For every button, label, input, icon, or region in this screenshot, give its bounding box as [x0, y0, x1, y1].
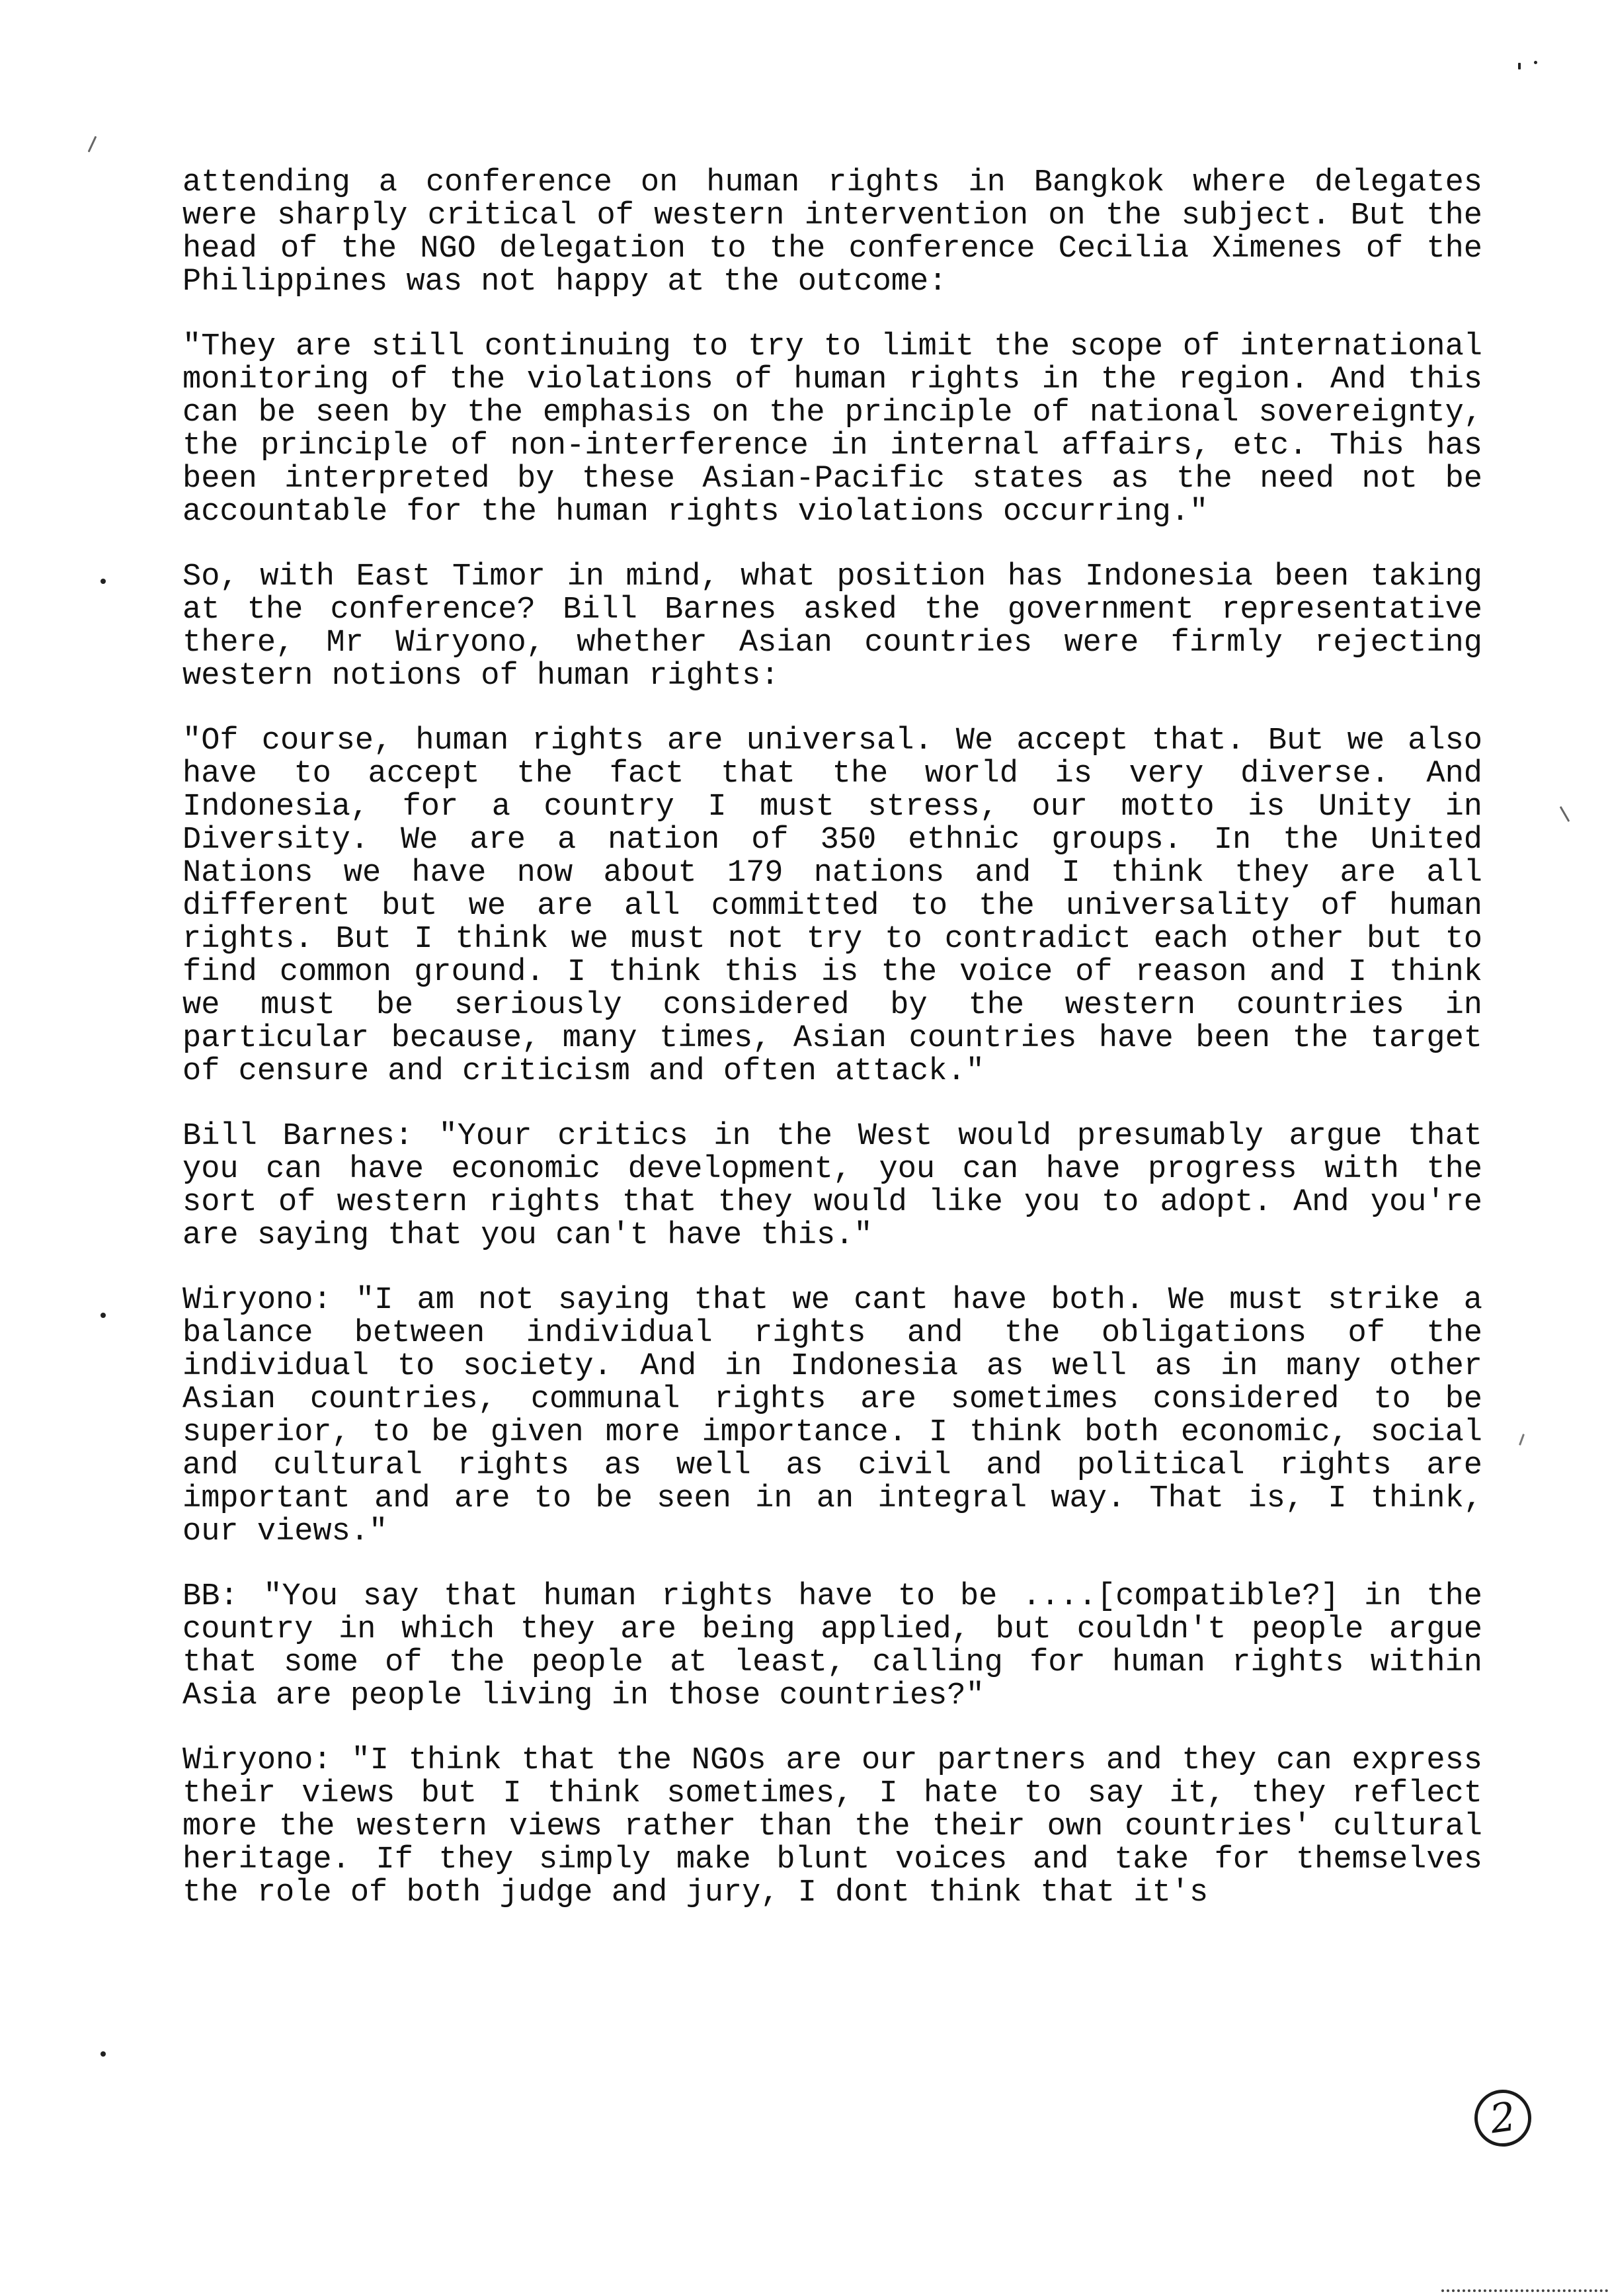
paragraph-ximenes-quote: "They are still continuing to try to limit the scope of international monitoring of the violations of human rights in the region. And this can be seen by the emphasis on the principle of national sovereignty, the principle of non-interference in internal affairs, etc. This has been interpreted by these Asian-Pacific states as the need not be accountable for the human rights violations occurring.": [182, 329, 1482, 530]
paragraph-intro: attending a conference on human rights in Bangkok where delegates were sharply critical of western intervention on the subject. But the head of the NGO delegation to the conference Cecilia Ximenes of the Philippines was not happy at the outcome:: [182, 165, 1482, 300]
margin-speck: [100, 579, 106, 584]
paragraph-east-timor-question: So, with East Timor in mind, what position has Indonesia been taking at the conference? Bill Barnes asked the government representative there, Mr Wiryono, whether Asian countries were firmly rejecting western notions of human rights:: [182, 559, 1482, 694]
margin-speck: [1519, 1434, 1525, 1446]
paragraph-bill-barnes-question: Bill Barnes: "Your critics in the West would presumably argue that you can have economic development, you can have progress with the sort of western rights that they would like you to adopt. And you're are saying that you can't have this.": [182, 1119, 1482, 1253]
document-body: [182, 167, 1482, 1942]
margin-speck: [88, 136, 97, 153]
page-number-circled: [1470, 2086, 1535, 2150]
paragraph-bb-compatible: BB: "You say that human rights have to be ....[compatible?] in the country in which they are being applied, but couldn't people argue that some of the people at least, calling for human rights within Asia are people living in those countries?": [182, 1579, 1482, 1713]
paragraph-wiryono-ngos: Wiryono: "I think that the NGOs are our partners and they can express their views but I think sometimes, I hate to say it, they reflect more the western views rather than the their own countries' cultural heritage. If they simply make blunt voices and take for themselves the role of both judge and jury, I dont think that it's: [182, 1743, 1482, 1910]
margin-speck: [100, 2051, 106, 2057]
page-number-text: 2: [1487, 2093, 1519, 2143]
margin-speck: [100, 1313, 106, 1318]
paragraph-wiryono-quote-universal: "Of course, human rights are universal. We accept that. But we also have to accept the fact that the world is very diverse. And Indonesia, for a country I must stress, our motto is Unity in Diversity. We are a nation of 350 ethnic groups. In the United Nations we have now about 179 nations and I think they are all different but we are all committed to the universality of human rights. But I think we must not try to contradict each other but to find common ground. I think this is the voice of reason and I think we must be seriously considered by the western countries in particular because, many times, Asian countries have been the target of censure and criticism and often attack.": [182, 723, 1482, 1089]
paragraph-wiryono-balance: Wiryono: "I am not saying that we cant have both. We must strike a balance between individual rights and the obligations of the individual to society. And in Indonesia as well as in many other Asian countries, communal rights are sometimes considered to be superior, to be given more importance. I think both economic, social and cultural rights as well as civil and political rights are important and are to be seen in an integral way. That is, I think, our views.": [182, 1283, 1482, 1549]
margin-speck: [1534, 61, 1537, 64]
bottom-edge-mark: [1441, 2289, 1608, 2292]
margin-speck: [1560, 806, 1570, 822]
margin-speck: [1518, 63, 1521, 69]
